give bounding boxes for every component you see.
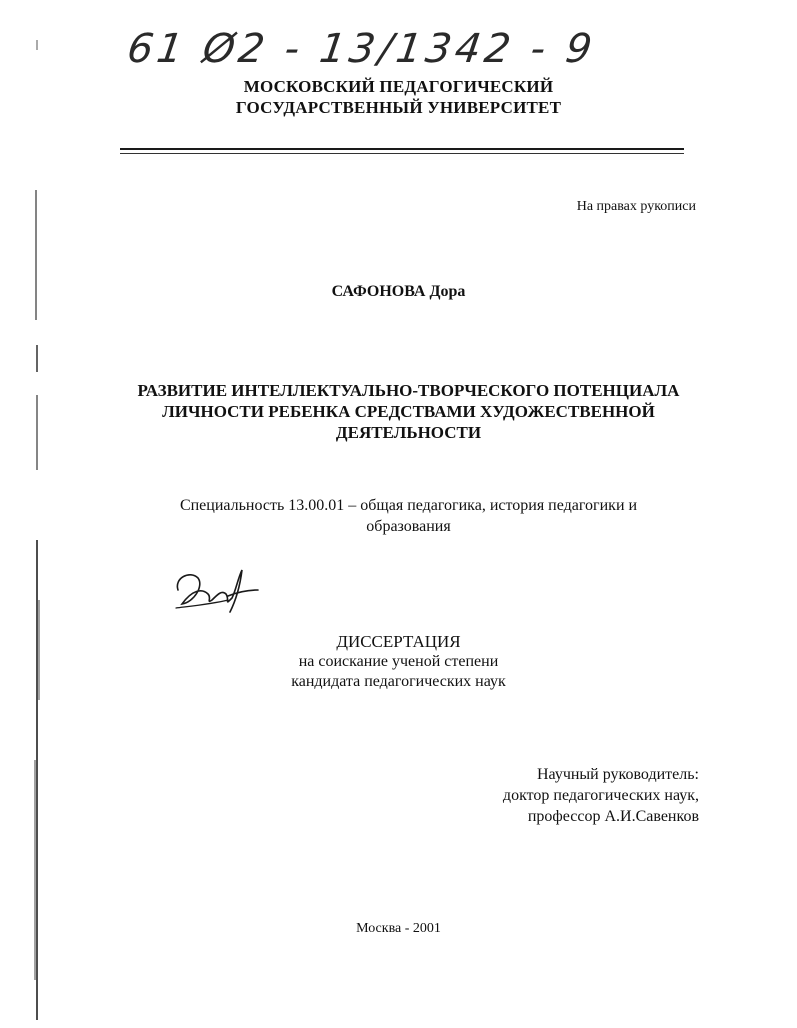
supervisor-line-2: доктор педагогических наук, [502, 787, 699, 804]
handwritten-archive-number [124, 18, 599, 80]
university-line-2: ГОСУДАРСТВЕННЫЙ УНИВЕРСИТЕТ [235, 98, 562, 117]
thesis-title-line-2: ЛИЧНОСТИ РЕБЕНКА СРЕДСТВАМИ ХУДОЖЕСТВЕННОЙ [162, 402, 655, 421]
dissertation-line-1: на соискание ученой степени [298, 653, 499, 670]
dissertation-heading: ДИССЕРТАЦИЯ [336, 632, 461, 651]
handwritten-signature [172, 560, 262, 620]
dissertation-line-2: кандидата педагогических наук [291, 673, 506, 690]
university-name [0, 76, 797, 118]
supervisor-line-1: Научный руководитель: [536, 766, 699, 783]
specialty-line-1: Специальность 13.00.01 – общая педагогика, история педагогики и [179, 497, 638, 514]
supervisor-line-3: профессор А.И.Савенков [527, 808, 699, 825]
university-line-1: МОСКОВСКИЙ ПЕДАГОГИЧЕСКИЙ [243, 77, 554, 96]
svg-text:61 Ø2 - 13/1342 - 9: 61 Ø2 - 13/1342 - 9 [124, 26, 599, 72]
author-name: САФОНОВА Дора [331, 283, 466, 300]
supervisor-block [503, 764, 699, 827]
place-year: Москва - 2001 [356, 921, 441, 936]
header-rule-top [120, 148, 684, 150]
specialty [130, 495, 687, 537]
thesis-title-line-1: РАЗВИТИЕ ИНТЕЛЛЕКТУАЛЬНО-ТВОРЧЕСКОГО ПОТЕНЦИАЛА [137, 381, 680, 400]
manuscript-note: На правах рукописи [576, 199, 696, 214]
scan-edge-marks [30, 0, 44, 1028]
thesis-title [100, 380, 717, 443]
thesis-title-line-3: ДЕЯТЕЛЬНОСТИ [335, 423, 482, 442]
header-rule-bottom [120, 153, 684, 154]
specialty-line-2: образования [366, 518, 451, 535]
dissertation-block [0, 632, 797, 692]
